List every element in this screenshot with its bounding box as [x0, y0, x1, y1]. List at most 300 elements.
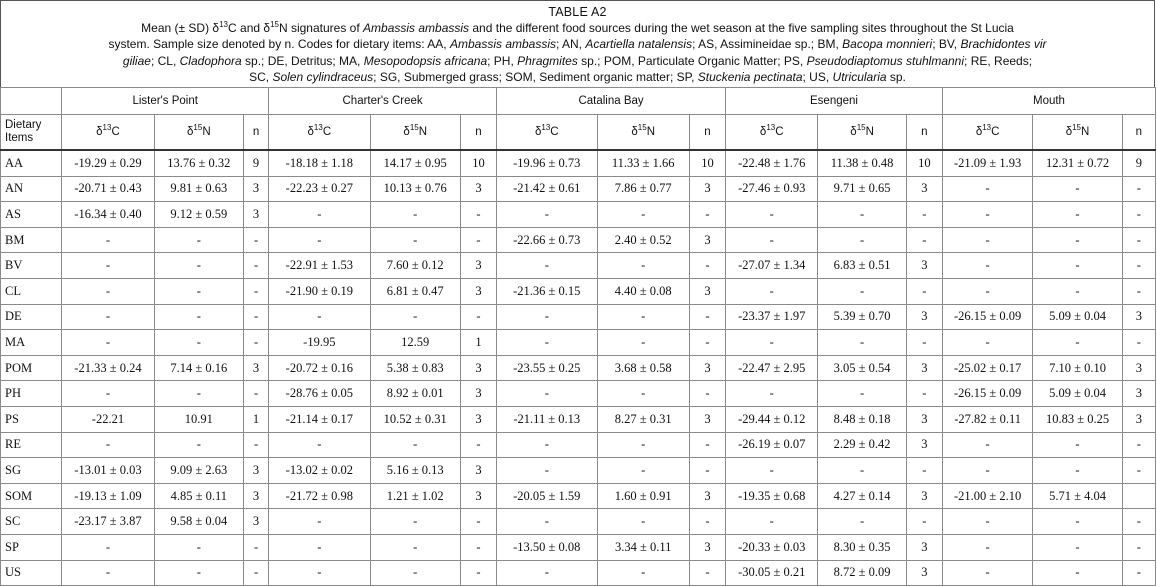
data-cell: -29.44 ± 0.12 — [726, 406, 818, 432]
data-cell: 9.71 ± 0.65 — [818, 176, 906, 202]
data-cell: 1 — [460, 330, 496, 356]
n-header-lister-s-point: n — [244, 115, 269, 151]
data-cell: 3 — [906, 355, 942, 381]
data-cell: 3 — [460, 458, 496, 484]
data-cell: 3 — [460, 278, 496, 304]
table-row — [1, 176, 1156, 202]
data-cell: - — [689, 458, 725, 484]
data-cell: - — [597, 202, 689, 228]
data-cell: - — [154, 253, 243, 279]
data-cell: - — [62, 253, 154, 279]
table-title: TABLE A2 — [548, 5, 607, 19]
n-header-mouth: n — [1122, 115, 1155, 151]
data-cell: -13.02 ± 0.02 — [269, 458, 370, 484]
data-cell: 3 — [906, 253, 942, 279]
data-cell: - — [1033, 176, 1122, 202]
data-cell: -21.36 ± 0.15 — [497, 278, 597, 304]
data-cell: 3 — [906, 304, 942, 330]
data-cell: - — [726, 458, 818, 484]
data-cell: -22.23 ± 0.27 — [269, 176, 370, 202]
n-header-esengeni: n — [906, 115, 942, 151]
table-row — [1, 560, 1156, 586]
data-cell: - — [497, 202, 597, 228]
data-cell: 3 — [1122, 381, 1155, 407]
data-cell: 3.05 ± 0.54 — [818, 355, 906, 381]
data-cell: 4.27 ± 0.14 — [818, 483, 906, 509]
data-cell: - — [1122, 509, 1155, 535]
data-cell: - — [942, 253, 1032, 279]
data-cell: - — [942, 176, 1032, 202]
data-cell: 5.71 ± 4.04 — [1033, 483, 1122, 509]
dietary-item-code: MA — [1, 330, 62, 356]
data-cell: -19.35 ± 0.68 — [726, 483, 818, 509]
data-cell: - — [726, 330, 818, 356]
data-cell: - — [1033, 560, 1122, 586]
data-cell: 5.09 ± 0.04 — [1033, 304, 1122, 330]
dietary-item-code: AS — [1, 202, 62, 228]
data-cell: - — [818, 458, 906, 484]
n-header-catalina-bay: n — [689, 115, 725, 151]
data-cell: - — [942, 534, 1032, 560]
data-cell: -19.29 ± 0.29 — [62, 150, 154, 176]
isotope-mass: 13 — [313, 123, 323, 133]
data-cell: 5.38 ± 0.83 — [370, 355, 460, 381]
data-cell: - — [906, 381, 942, 407]
data-cell: 3 — [460, 406, 496, 432]
data-cell: - — [244, 534, 269, 560]
data-cell: - — [726, 509, 818, 535]
d15n-header-mouth — [1033, 115, 1122, 151]
dietary-item-code: POM — [1, 355, 62, 381]
isotope-mass: 15 — [637, 123, 647, 133]
data-cell: - — [597, 560, 689, 586]
table-caption — [0, 0, 1155, 87]
data-cell: - — [244, 227, 269, 253]
data-cell: - — [370, 227, 460, 253]
data-cell: 7.14 ± 0.16 — [154, 355, 243, 381]
data-cell: - — [1033, 227, 1122, 253]
data-cell: - — [1122, 278, 1155, 304]
data-cell: - — [497, 458, 597, 484]
data-cell: -19.13 ± 1.09 — [62, 483, 154, 509]
d15n-header-charter-s-creek — [370, 115, 460, 151]
dietary-item-code: BM — [1, 227, 62, 253]
data-cell: - — [942, 509, 1032, 535]
delta-symbol: δ — [975, 126, 983, 138]
data-cell: 1.60 ± 0.91 — [597, 483, 689, 509]
data-cell: -18.18 ± 1.18 — [269, 150, 370, 176]
data-cell: - — [818, 227, 906, 253]
dietary-item-code: SOM — [1, 483, 62, 509]
data-cell: - — [1122, 227, 1155, 253]
element-symbol: N — [202, 126, 211, 138]
data-cell: - — [62, 330, 154, 356]
data-cell: 5.16 ± 0.13 — [370, 458, 460, 484]
data-cell: 5.09 ± 0.04 — [1033, 381, 1122, 407]
data-cell: - — [497, 330, 597, 356]
data-cell: - — [370, 202, 460, 228]
element-symbol: C — [322, 126, 332, 138]
data-cell: 3 — [906, 534, 942, 560]
data-cell: 9.58 ± 0.04 — [154, 509, 243, 535]
data-cell: -26.15 ± 0.09 — [942, 304, 1032, 330]
dietary-item-code: PS — [1, 406, 62, 432]
data-cell: - — [497, 304, 597, 330]
d13c-header-esengeni — [726, 115, 818, 151]
site-header-charter-s-creek: Charter's Creek — [269, 88, 497, 115]
data-cell: 3 — [460, 253, 496, 279]
data-cell: 3 — [906, 560, 942, 586]
data-cell: 8.48 ± 0.18 — [818, 406, 906, 432]
caption-line-1: Mean (± SD) $\delta^{13}C$ and $\delta^{15}N$ signatures of Ambassis ambassis and the different food sources during the wet season at the five sampling sites throughout the St Lucia — [141, 20, 1014, 36]
data-cell: - — [244, 330, 269, 356]
corner-cell — [1, 88, 62, 115]
dietary-item-code: SG — [1, 458, 62, 484]
data-cell: - — [942, 227, 1032, 253]
data-cell: - — [689, 330, 725, 356]
data-cell: - — [460, 202, 496, 228]
data-cell: - — [269, 560, 370, 586]
data-cell: - — [62, 534, 154, 560]
site-header-lister-s-point: Lister's Point — [62, 88, 269, 115]
element-symbol: N — [1081, 126, 1090, 138]
data-cell: -22.47 ± 2.95 — [726, 355, 818, 381]
data-cell: 7.60 ± 0.12 — [370, 253, 460, 279]
data-cell: - — [1122, 176, 1155, 202]
data-cell: - — [1122, 560, 1155, 586]
data-cell: 3 — [460, 355, 496, 381]
data-cell: 10.83 ± 0.25 — [1033, 406, 1122, 432]
data-cell: 5.39 ± 0.70 — [818, 304, 906, 330]
dietary-item-code: CL — [1, 278, 62, 304]
data-cell: - — [1033, 253, 1122, 279]
data-cell: 12.31 ± 0.72 — [1033, 150, 1122, 176]
data-cell: - — [942, 278, 1032, 304]
data-cell: - — [942, 432, 1032, 458]
data-cell: - — [269, 432, 370, 458]
data-cell: 10 — [460, 150, 496, 176]
data-cell: - — [497, 381, 597, 407]
dietary-item-code: RE — [1, 432, 62, 458]
data-cell: - — [726, 381, 818, 407]
data-cell: - — [942, 330, 1032, 356]
data-cell: - — [1033, 534, 1122, 560]
d15n-header-esengeni — [818, 115, 906, 151]
data-cell: -21.14 ± 0.17 — [269, 406, 370, 432]
data-cell: 8.30 ± 0.35 — [818, 534, 906, 560]
table-row — [1, 483, 1156, 509]
n-header-charter-s-creek: n — [460, 115, 496, 151]
data-cell: - — [689, 381, 725, 407]
table-row — [1, 509, 1156, 535]
data-cell: - — [818, 278, 906, 304]
data-cell: - — [1033, 330, 1122, 356]
data-cell: - — [154, 534, 243, 560]
data-cell: -23.17 ± 3.87 — [62, 509, 154, 535]
data-cell: - — [269, 534, 370, 560]
table-row — [1, 278, 1156, 304]
data-cell: -21.33 ± 0.24 — [62, 355, 154, 381]
data-cell: - — [244, 278, 269, 304]
data-cell: -21.09 ± 1.93 — [942, 150, 1032, 176]
caption-line-2: system. Sample size denoted by n. Codes for dietary items: AA, Ambassis ambassis; AN, Acartiella natalensis; AS, Assimineidae sp.; BM, Bacopa monnieri; BV, Brachidontes vir — [108, 37, 1047, 52]
element-symbol: C — [111, 126, 120, 138]
isotope-mass: 13 — [982, 123, 992, 133]
d13c-header-catalina-bay — [497, 115, 597, 151]
data-cell: -20.72 ± 0.16 — [269, 355, 370, 381]
data-cell: 10 — [906, 150, 942, 176]
data-cell: - — [906, 278, 942, 304]
data-cell: 9.09 ± 2.63 — [154, 458, 243, 484]
data-cell: -16.34 ± 0.40 — [62, 202, 154, 228]
caption-line-4: SC, Solen cylindraceus; SG, Submerged grass; SOM, Sediment organic matter; SP, Stuckenia pectinata; US, Utricularia sp. — [249, 69, 906, 84]
data-cell: 3 — [460, 176, 496, 202]
data-cell: 3 — [689, 227, 725, 253]
data-cell: 10.52 ± 0.31 — [370, 406, 460, 432]
data-cell: - — [597, 458, 689, 484]
data-cell: - — [460, 227, 496, 253]
table-row — [1, 202, 1156, 228]
data-cell: 9 — [244, 150, 269, 176]
data-cell: 3 — [1122, 406, 1155, 432]
dietary-item-code: US — [1, 560, 62, 586]
data-cell: 9.12 ± 0.59 — [154, 202, 243, 228]
d15n-header-lister-s-point — [154, 115, 243, 151]
table-row — [1, 330, 1156, 356]
delta-symbol: δ — [1065, 126, 1073, 138]
delta-symbol: δ — [850, 126, 857, 138]
data-cell: - — [497, 253, 597, 279]
data-cell: - — [269, 304, 370, 330]
data-cell: - — [818, 509, 906, 535]
data-cell: - — [1122, 253, 1155, 279]
data-cell: 12.59 — [370, 330, 460, 356]
dietary-item-code: AA — [1, 150, 62, 176]
site-header-catalina-bay: Catalina Bay — [497, 88, 726, 115]
data-cell: - — [689, 253, 725, 279]
data-cell: 8.92 ± 0.01 — [370, 381, 460, 407]
element-symbol: C — [550, 126, 559, 138]
dietary-item-code: PH — [1, 381, 62, 407]
data-cell: 2.29 ± 0.42 — [818, 432, 906, 458]
isotope-mass: 13 — [541, 123, 551, 133]
data-cell: -26.19 ± 0.07 — [726, 432, 818, 458]
data-cell: 3 — [689, 278, 725, 304]
data-cell: - — [154, 381, 243, 407]
data-cell: - — [1122, 534, 1155, 560]
data-cell: -22.66 ± 0.73 — [497, 227, 597, 253]
data-cell: 1 — [244, 406, 269, 432]
data-cell: - — [154, 560, 243, 586]
data-cell: - — [154, 278, 243, 304]
site-header-row — [1, 88, 1156, 115]
data-cell: 8.27 ± 0.31 — [597, 406, 689, 432]
data-cell: - — [906, 202, 942, 228]
data-cell: 2.40 ± 0.52 — [597, 227, 689, 253]
data-cell: 3 — [689, 176, 725, 202]
data-cell: - — [818, 381, 906, 407]
data-cell: -20.05 ± 1.59 — [497, 483, 597, 509]
isotope-table — [0, 87, 1156, 586]
data-cell: - — [1033, 278, 1122, 304]
data-cell: -21.90 ± 0.19 — [269, 278, 370, 304]
data-cell: -26.15 ± 0.09 — [942, 381, 1032, 407]
data-cell: - — [689, 432, 725, 458]
data-cell: 7.86 ± 0.77 — [597, 176, 689, 202]
data-cell: -21.00 ± 2.10 — [942, 483, 1032, 509]
data-cell: - — [154, 227, 243, 253]
table-row — [1, 253, 1156, 279]
table-row — [1, 432, 1156, 458]
data-cell: 3.34 ± 0.11 — [597, 534, 689, 560]
data-cell: 4.85 ± 0.11 — [154, 483, 243, 509]
data-cell: -13.01 ± 0.03 — [62, 458, 154, 484]
delta-symbol: δ — [187, 126, 194, 138]
data-cell: - — [154, 330, 243, 356]
data-cell: -21.72 ± 0.98 — [269, 483, 370, 509]
data-cell: 3 — [906, 406, 942, 432]
column-header-row — [1, 115, 1156, 151]
data-cell: - — [370, 509, 460, 535]
data-cell: -22.48 ± 1.76 — [726, 150, 818, 176]
data-cell: 13.76 ± 0.32 — [154, 150, 243, 176]
data-cell: - — [726, 278, 818, 304]
data-cell: - — [597, 304, 689, 330]
table-row — [1, 458, 1156, 484]
data-cell: -22.91 ± 1.53 — [269, 253, 370, 279]
data-cell: - — [497, 560, 597, 586]
data-cell: -19.95 — [269, 330, 370, 356]
data-cell: - — [689, 560, 725, 586]
data-cell: -27.82 ± 0.11 — [942, 406, 1032, 432]
data-cell: - — [154, 432, 243, 458]
data-cell: - — [726, 227, 818, 253]
data-cell: - — [370, 432, 460, 458]
data-cell: - — [244, 432, 269, 458]
data-cell: -30.05 ± 0.21 — [726, 560, 818, 586]
data-cell: 3 — [689, 355, 725, 381]
data-cell: - — [597, 330, 689, 356]
dietary-item-code: SP — [1, 534, 62, 560]
data-cell: 9 — [1122, 150, 1155, 176]
data-cell: -21.11 ± 0.13 — [497, 406, 597, 432]
isotope-mass: 15 — [856, 123, 866, 133]
isotope-mass: 13 — [766, 123, 776, 133]
data-cell: 3 — [689, 534, 725, 560]
isotope-mass: 13 — [102, 123, 112, 133]
data-cell: -27.07 ± 1.34 — [726, 253, 818, 279]
data-cell: - — [460, 560, 496, 586]
data-cell: - — [906, 330, 942, 356]
data-cell: - — [244, 560, 269, 586]
data-cell: 11.38 ± 0.48 — [818, 150, 906, 176]
data-cell: - — [689, 304, 725, 330]
dietary-items-header: Dietary Items — [1, 115, 62, 151]
dietary-item-code: DE — [1, 304, 62, 330]
data-cell: 14.17 ± 0.95 — [370, 150, 460, 176]
data-cell: 8.72 ± 0.09 — [818, 560, 906, 586]
data-cell: - — [1033, 202, 1122, 228]
data-cell: - — [597, 381, 689, 407]
data-cell: - — [942, 560, 1032, 586]
delta-symbol: δ — [96, 126, 103, 138]
data-cell: 3 — [460, 483, 496, 509]
data-cell: - — [460, 509, 496, 535]
data-cell: 10.91 — [154, 406, 243, 432]
data-cell: 3 — [906, 483, 942, 509]
dietary-item-code: AN — [1, 176, 62, 202]
delta-symbol: δ — [759, 126, 767, 138]
data-cell: - — [497, 432, 597, 458]
table-row — [1, 381, 1156, 407]
data-cell: - — [906, 458, 942, 484]
data-cell: -23.55 ± 0.25 — [497, 355, 597, 381]
data-cell: - — [689, 202, 725, 228]
dietary-item-code: SC — [1, 509, 62, 535]
delta-symbol: δ — [403, 126, 410, 138]
data-cell: - — [1122, 432, 1155, 458]
dietary-item-code: BV — [1, 253, 62, 279]
data-cell: - — [62, 560, 154, 586]
data-cell: - — [244, 381, 269, 407]
data-cell: - — [269, 227, 370, 253]
data-cell: - — [154, 304, 243, 330]
data-cell: 11.33 ± 1.66 — [597, 150, 689, 176]
isotope-mass: 15 — [193, 123, 203, 133]
d13c-header-mouth — [942, 115, 1032, 151]
table-body — [1, 150, 1156, 586]
data-cell: 3 — [1122, 304, 1155, 330]
data-cell: 9.81 ± 0.63 — [154, 176, 243, 202]
data-cell: - — [269, 509, 370, 535]
data-cell: 3 — [244, 483, 269, 509]
data-cell: - — [370, 560, 460, 586]
data-cell: -21.42 ± 0.61 — [497, 176, 597, 202]
data-cell: 4.40 ± 0.08 — [597, 278, 689, 304]
data-cell: -22.21 — [62, 406, 154, 432]
data-cell: 3 — [906, 176, 942, 202]
data-cell: - — [370, 534, 460, 560]
data-cell: 3 — [244, 202, 269, 228]
table-row — [1, 406, 1156, 432]
data-cell: - — [62, 432, 154, 458]
data-cell: 10 — [689, 150, 725, 176]
data-cell: 10.13 ± 0.76 — [370, 176, 460, 202]
table-row — [1, 304, 1156, 330]
element-symbol: N — [865, 126, 874, 138]
isotope-mass: 15 — [1072, 123, 1082, 133]
data-cell: 3 — [906, 432, 942, 458]
data-cell: 3 — [244, 355, 269, 381]
d15n-header-catalina-bay — [597, 115, 689, 151]
data-cell: - — [597, 432, 689, 458]
data-cell: - — [62, 381, 154, 407]
table-row — [1, 355, 1156, 381]
data-cell: 3.68 ± 0.58 — [597, 355, 689, 381]
data-cell — [1122, 483, 1155, 509]
site-header-mouth: Mouth — [942, 88, 1155, 115]
data-cell: - — [906, 227, 942, 253]
element-symbol: C — [775, 126, 784, 138]
data-cell: 3 — [244, 458, 269, 484]
data-cell: - — [460, 304, 496, 330]
data-cell: - — [1122, 202, 1155, 228]
data-cell: - — [1033, 509, 1122, 535]
data-cell: - — [244, 304, 269, 330]
data-cell: - — [942, 202, 1032, 228]
data-cell: -23.37 ± 1.97 — [726, 304, 818, 330]
data-cell: -13.50 ± 0.08 — [497, 534, 597, 560]
